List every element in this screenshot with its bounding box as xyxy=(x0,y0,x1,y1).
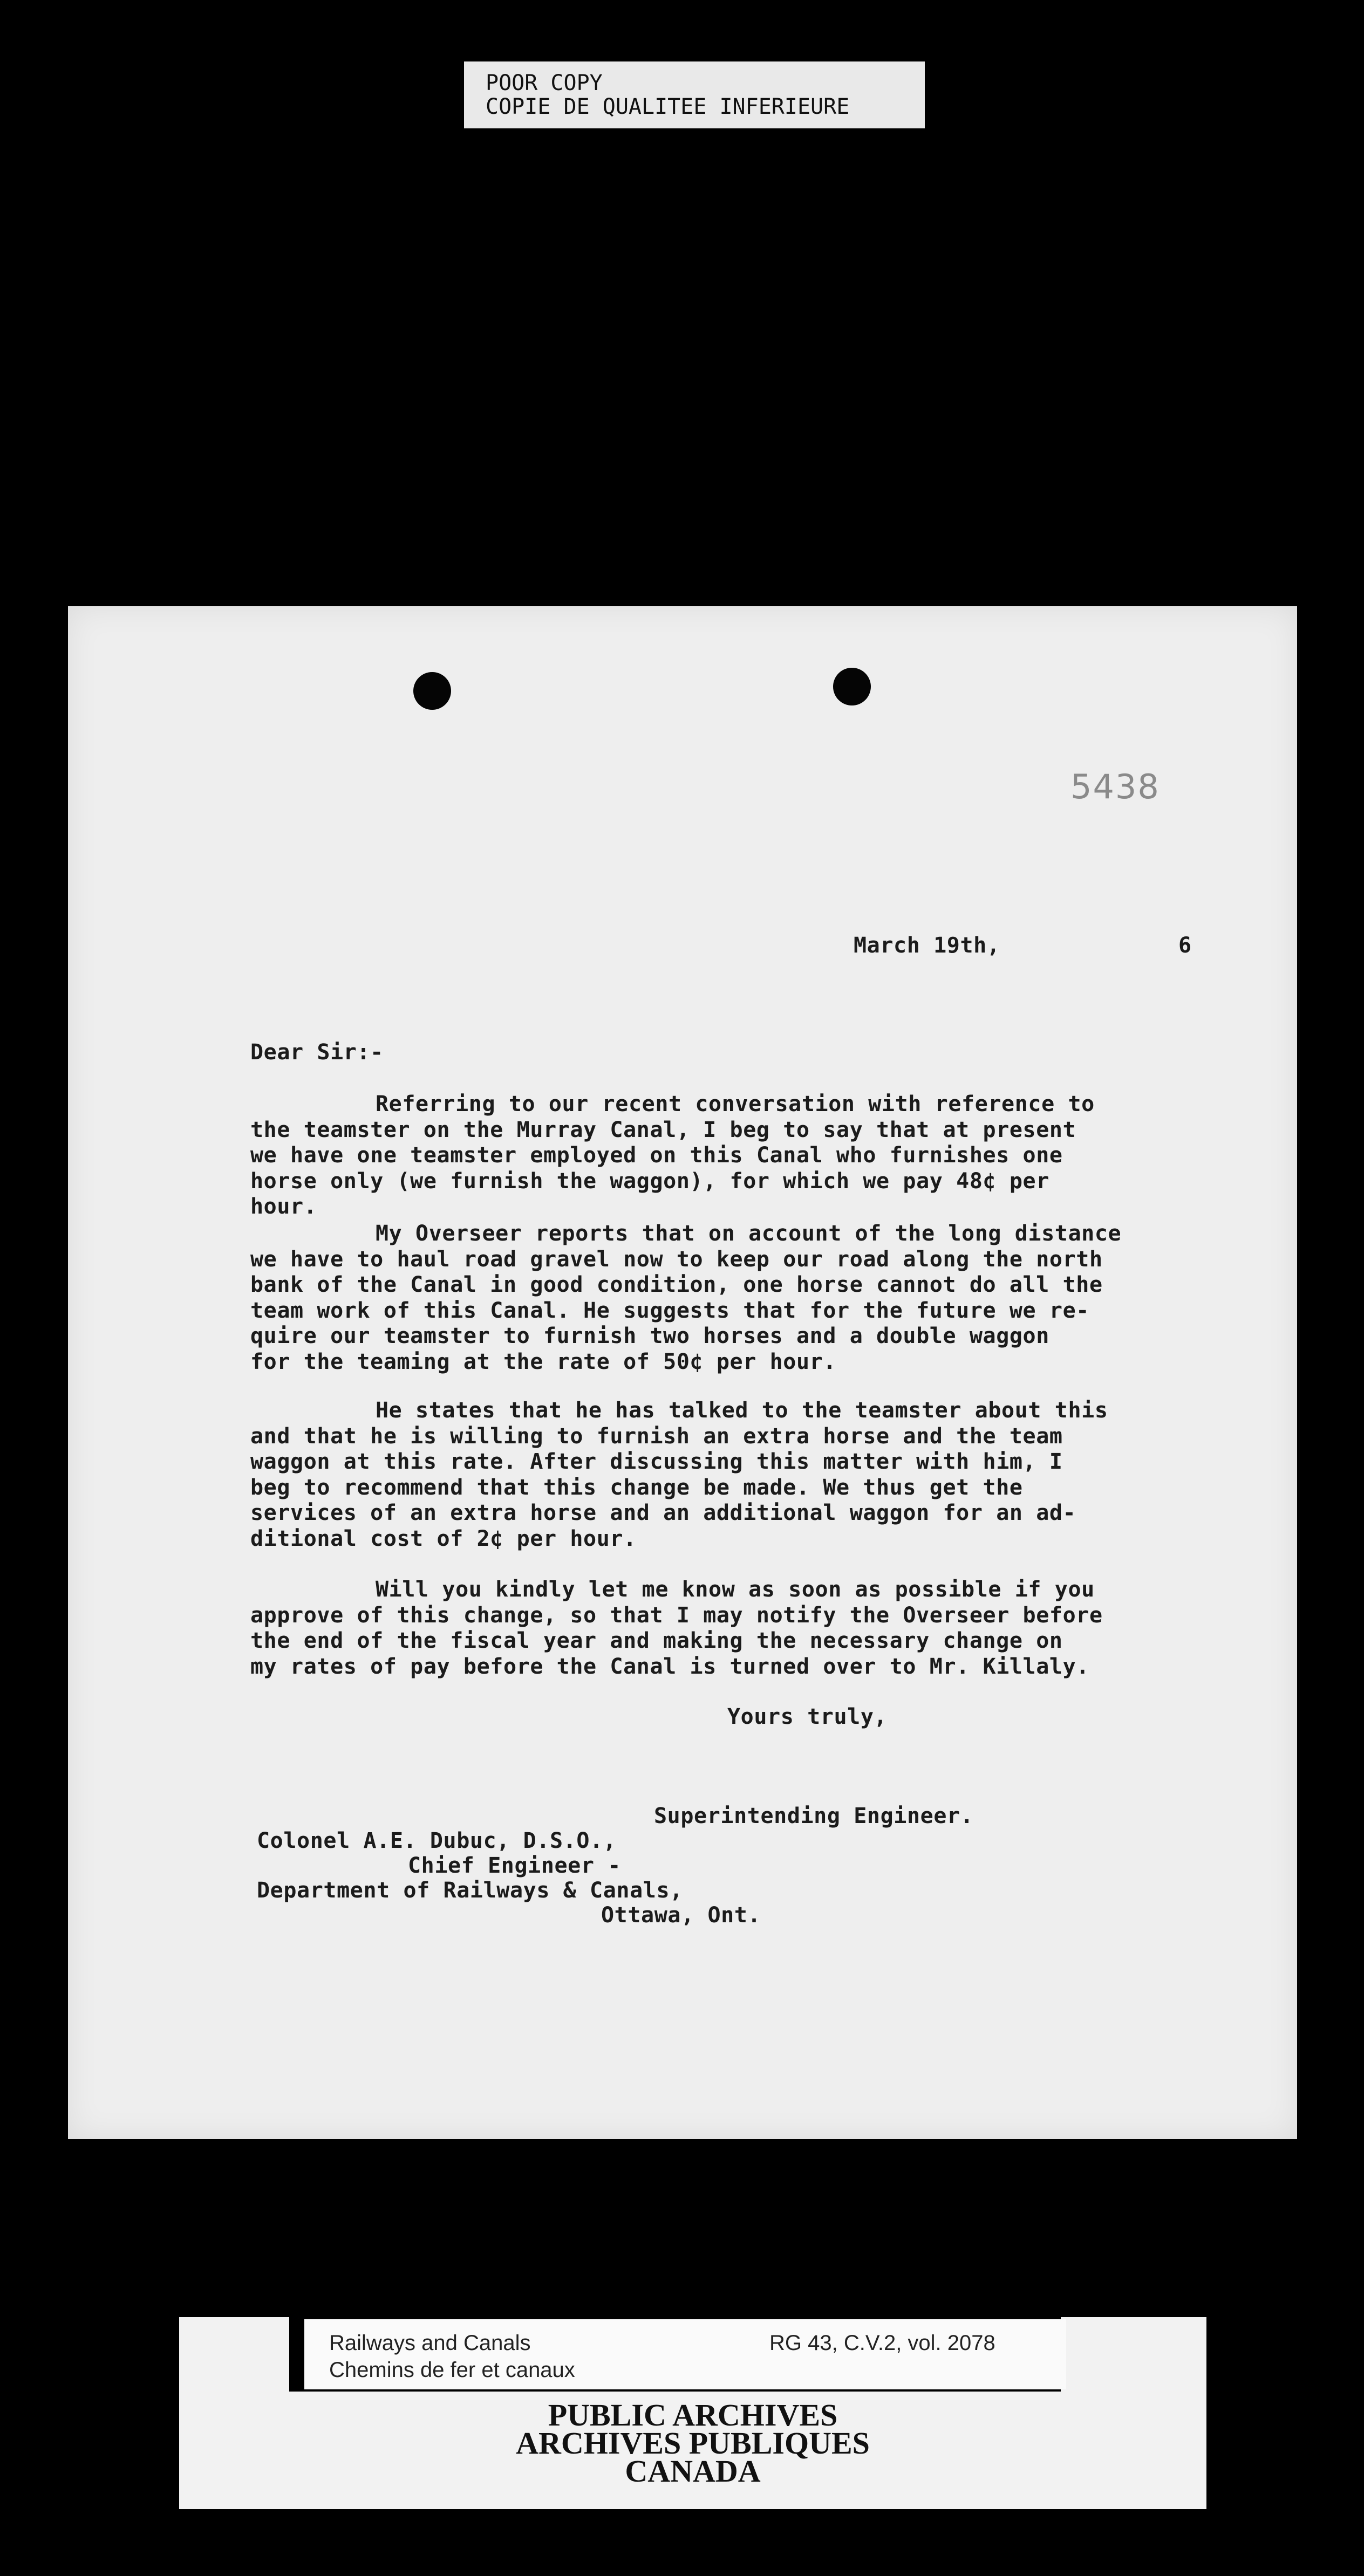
paragraph-1 xyxy=(250,1092,1222,1220)
paragraph-line: horse only (we furnish the waggon), for which we pay 48¢ per xyxy=(250,1168,1049,1194)
addressee-line: Colonel A.E. Dubuc, D.S.O., xyxy=(257,1828,617,1853)
paragraph-4 xyxy=(250,1577,1222,1680)
letter-date: March 19th, xyxy=(854,933,1000,958)
closing: Yours truly, xyxy=(727,1704,888,1729)
signature-title: Superintending Engineer. xyxy=(654,1804,974,1828)
paragraph-line: my rates of pay before the Canal is turned over to Mr. Killaly. xyxy=(250,1654,1089,1679)
paragraph-line: My Overseer reports that on account of the long distance xyxy=(376,1221,1122,1246)
salutation: Dear Sir:- xyxy=(250,1040,384,1065)
paragraph-line: ditional cost of 2¢ per hour. xyxy=(250,1526,637,1551)
paragraph-line: waggon at this rate. After discussing this matter with him, I xyxy=(250,1449,1063,1474)
paragraph-line: Will you kindly let me know as soon as possible if you xyxy=(376,1577,1095,1602)
paragraph-line: we have to haul road gravel now to keep our road along the north xyxy=(250,1246,1103,1272)
paragraph-line: services of an extra horse and an additional waggon for an ad- xyxy=(250,1501,1076,1525)
addressee-line: Department of Railways & Canals, xyxy=(257,1878,683,1903)
paragraph-line: beg to recommend that this change be made. We thus get the xyxy=(250,1475,1023,1500)
paragraph-line: bank of the Canal in good condition, one horse cannot do all the xyxy=(250,1272,1103,1297)
paragraph-line: and that he is willing to furnish an extra horse and the team xyxy=(250,1423,1063,1449)
reference-label xyxy=(304,2319,1066,2389)
paragraph-line: Referring to our recent conversation with reference to xyxy=(376,1092,1095,1116)
paragraph-line: the end of the fiscal year and making the necessary change on xyxy=(250,1628,1063,1653)
paragraph-line: the teamster on the Murray Canal, I beg to say that at present xyxy=(250,1117,1076,1142)
letter-page xyxy=(68,606,1297,2139)
paragraph-line: quire our teamster to furnish two horses and a double waggon xyxy=(250,1324,1049,1348)
paragraph-2 xyxy=(250,1221,1222,1375)
addressee-line: Chief Engineer - xyxy=(408,1853,621,1878)
paragraph-line: He states that he has talked to the teamster about this xyxy=(376,1398,1108,1423)
punch-hole-right xyxy=(833,668,871,705)
reference-number: RG 43, C.V.2, vol. 2078 xyxy=(769,2331,995,2355)
file-number-stamp: 5438 xyxy=(1070,767,1160,806)
paragraph-line: team work of this Canal. He suggests that for the future we re- xyxy=(250,1298,1089,1323)
archives-stamp xyxy=(179,2397,1206,2489)
fonds-french: Chemins de fer et canaux xyxy=(329,2358,575,2382)
punch-hole-left xyxy=(413,672,451,710)
archives-line-1: PUBLIC ARCHIVES xyxy=(548,2397,838,2433)
paragraph-line: we have one teamster employed on this Canal who furnishes one xyxy=(250,1143,1063,1168)
paragraph-3 xyxy=(250,1398,1222,1552)
poor-copy-banner xyxy=(464,61,925,128)
banner-line-1: POOR COPY xyxy=(486,71,603,95)
archives-line-3: CANADA xyxy=(625,2454,761,2489)
banner-line-2: COPIE DE QUALITEE INFERIEURE xyxy=(486,94,850,119)
paragraph-line: approve of this change, so that I may notify the Overseer before xyxy=(250,1602,1103,1628)
paragraph-line: for the teaming at the rate of 50¢ per hour. xyxy=(250,1349,837,1374)
letter-date-suffix: 6 xyxy=(1178,933,1192,958)
fonds-english: Railways and Canals xyxy=(329,2331,531,2355)
archives-line-2: ARCHIVES PUBLIQUES xyxy=(516,2426,870,2461)
paragraph-line: hour. xyxy=(250,1194,317,1219)
addressee-line: Ottawa, Ont. xyxy=(601,1903,761,1928)
